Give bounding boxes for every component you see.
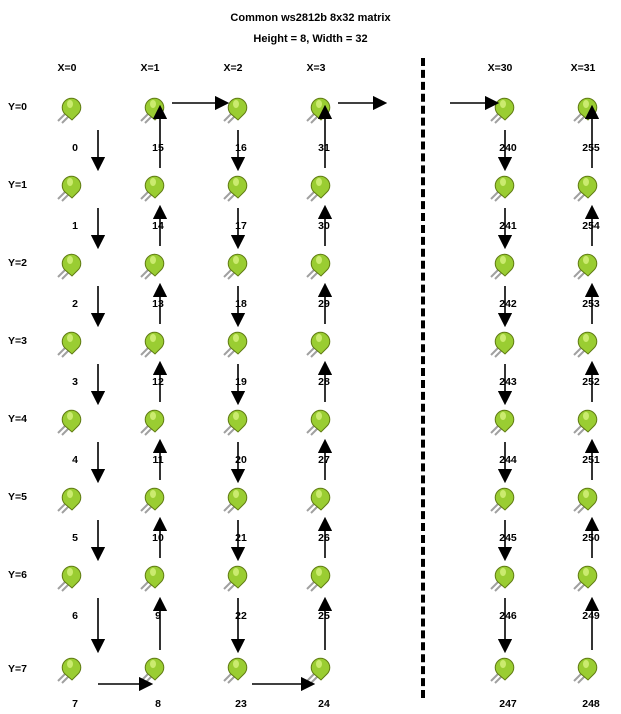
led-index-label: 10: [152, 532, 164, 544]
led-icon: [488, 252, 518, 284]
led-icon: [221, 252, 251, 284]
led-icon: [221, 656, 251, 688]
led-index-label: 247: [499, 698, 517, 710]
led-icon: [221, 486, 251, 518]
led-index-label: 241: [499, 220, 517, 232]
led-index-label: 0: [72, 142, 78, 154]
row-header-y6: Y=6: [8, 569, 27, 581]
led-index-label: 244: [499, 454, 517, 466]
led-icon: [221, 564, 251, 596]
matrix-ellipsis-divider: [421, 58, 425, 698]
led-icon: [55, 96, 85, 128]
led-index-label: 22: [235, 610, 247, 622]
led-icon: [488, 96, 518, 128]
led-index-label: 243: [499, 376, 517, 388]
led-index-label: 31: [318, 142, 330, 154]
led-index-label: 9: [155, 610, 161, 622]
led-index-label: 249: [582, 610, 600, 622]
led-index-label: 248: [582, 698, 600, 710]
led-icon: [138, 656, 168, 688]
led-index-label: 7: [72, 698, 78, 710]
led-icon: [571, 174, 601, 206]
led-icon: [138, 408, 168, 440]
column-header-x30: X=30: [487, 62, 513, 74]
led-icon: [488, 656, 518, 688]
led-index-label: 2: [72, 298, 78, 310]
led-index-label: 24: [318, 698, 330, 710]
led-index-label: 251: [582, 454, 600, 466]
led-icon: [138, 486, 168, 518]
led-icon: [55, 174, 85, 206]
led-icon: [138, 252, 168, 284]
led-icon: [571, 564, 601, 596]
led-icon: [571, 330, 601, 362]
led-index-label: 29: [318, 298, 330, 310]
led-icon: [304, 330, 334, 362]
led-index-label: 1: [72, 220, 78, 232]
led-index-label: 250: [582, 532, 600, 544]
title-line-2: Height = 8, Width = 32: [253, 33, 368, 45]
led-index-label: 20: [235, 454, 247, 466]
led-index-label: 21: [235, 532, 247, 544]
led-index-label: 4: [72, 454, 78, 466]
column-header-x0: X=0: [57, 62, 77, 74]
led-icon: [221, 174, 251, 206]
led-icon: [488, 408, 518, 440]
title-line-1: Common ws2812b 8x32 matrix: [230, 12, 391, 24]
led-index-label: 27: [318, 454, 330, 466]
led-icon: [304, 486, 334, 518]
led-icon: [138, 174, 168, 206]
led-icon: [571, 408, 601, 440]
led-icon: [488, 174, 518, 206]
led-index-label: 17: [235, 220, 247, 232]
row-header-y0: Y=0: [8, 101, 27, 113]
led-index-label: 25: [318, 610, 330, 622]
led-icon: [55, 408, 85, 440]
row-header-y3: Y=3: [8, 335, 27, 347]
led-icon: [55, 330, 85, 362]
led-index-label: 253: [582, 298, 600, 310]
led-index-label: 5: [72, 532, 78, 544]
led-icon: [55, 252, 85, 284]
led-icon: [304, 174, 334, 206]
led-index-label: 28: [318, 376, 330, 388]
led-icon: [138, 96, 168, 128]
led-index-label: 12: [152, 376, 164, 388]
led-index-label: 23: [235, 698, 247, 710]
column-header-x31: X=31: [570, 62, 596, 74]
led-icon: [221, 96, 251, 128]
led-icon: [221, 408, 251, 440]
led-icon: [571, 486, 601, 518]
row-header-y1: Y=1: [8, 179, 27, 191]
column-header-x1: X=1: [140, 62, 160, 74]
led-index-label: 26: [318, 532, 330, 544]
led-index-label: 6: [72, 610, 78, 622]
led-icon: [304, 408, 334, 440]
led-icon: [55, 656, 85, 688]
led-index-label: 16: [235, 142, 247, 154]
row-header-y2: Y=2: [8, 257, 27, 269]
column-header-x3: X=3: [306, 62, 326, 74]
row-header-y5: Y=5: [8, 491, 27, 503]
led-index-label: 245: [499, 532, 517, 544]
led-icon: [571, 96, 601, 128]
led-icon: [304, 656, 334, 688]
led-icon: [488, 486, 518, 518]
led-index-label: 8: [155, 698, 161, 710]
led-index-label: 15: [152, 142, 164, 154]
led-icon: [304, 252, 334, 284]
led-icon: [571, 656, 601, 688]
led-icon: [571, 252, 601, 284]
led-icon: [55, 564, 85, 596]
led-index-label: 242: [499, 298, 517, 310]
led-icon: [138, 330, 168, 362]
led-icon: [55, 486, 85, 518]
led-index-label: 14: [152, 220, 164, 232]
led-icon: [304, 96, 334, 128]
column-header-x2: X=2: [223, 62, 243, 74]
led-index-label: 255: [582, 142, 600, 154]
led-index-label: 3: [72, 376, 78, 388]
led-index-label: 19: [235, 376, 247, 388]
led-index-label: 11: [152, 454, 164, 466]
led-index-label: 254: [582, 220, 600, 232]
row-header-y7: Y=7: [8, 663, 27, 675]
led-index-label: 246: [499, 610, 517, 622]
led-icon: [221, 330, 251, 362]
led-icon: [488, 330, 518, 362]
led-index-label: 30: [318, 220, 330, 232]
led-index-label: 252: [582, 376, 600, 388]
led-index-label: 13: [152, 298, 164, 310]
led-icon: [138, 564, 168, 596]
led-index-label: 240: [499, 142, 517, 154]
row-header-y4: Y=4: [8, 413, 27, 425]
led-icon: [488, 564, 518, 596]
led-icon: [304, 564, 334, 596]
led-index-label: 18: [235, 298, 247, 310]
